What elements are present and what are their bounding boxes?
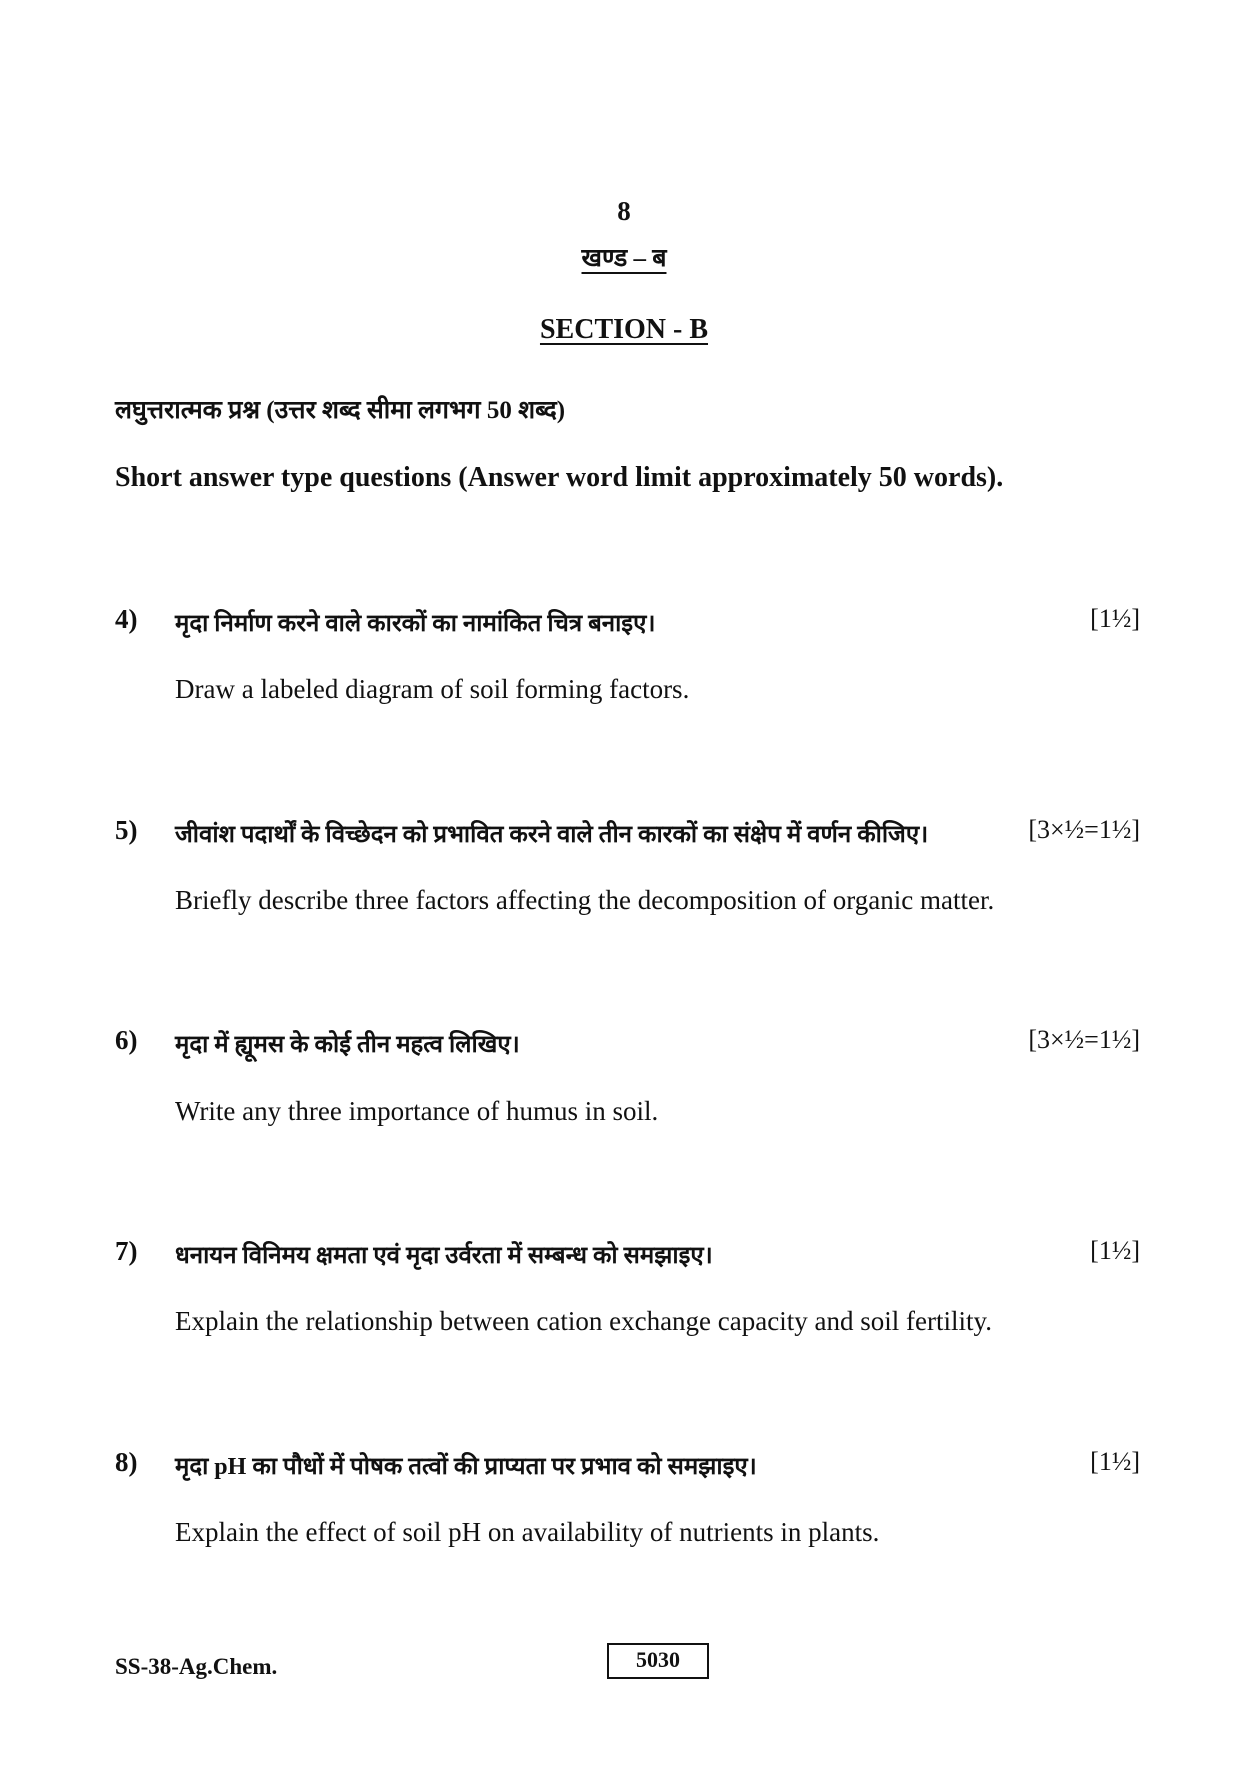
section-heading-english	[0, 314, 1248, 346]
section-heading-hindi	[0, 240, 1248, 274]
question-number: 8)	[115, 1447, 138, 1477]
question-number: 5)	[115, 815, 138, 845]
page-number: 8	[617, 196, 631, 226]
instruction-english: Short answer type questions (Answer word limit approximately 50 words).	[115, 462, 1004, 493]
question-text-hindi: मृदा pH का पौधों में पोषक तत्वों की प्राप्यता पर प्रभाव को समझाइए।	[175, 1454, 757, 1480]
question-number: 6)	[115, 1025, 138, 1055]
question-text-hindi: जीवांश पदार्थों के विच्छेदन को प्रभावित करने वाले तीन कारकों का संक्षेप में वर्णन कीजिए।	[175, 822, 929, 848]
question-text-english: Draw a labeled diagram of soil forming factors.	[175, 674, 690, 704]
paper-code: SS-38-Ag.Chem.	[115, 1654, 278, 1679]
question-text-english: Explain the relationship between cation exchange capacity and soil fertility.	[175, 1306, 992, 1336]
section-heading-hindi-text: खण्ड – ब	[581, 245, 667, 272]
question-text-english: Briefly describe three factors affecting the decomposition of organic matter.	[175, 885, 995, 915]
question-text-hindi: मृदा निर्माण करने वाले कारकों का नामांकित चित्र बनाइए।	[175, 611, 656, 637]
question-marks: [3×½=1½]	[1028, 815, 1140, 844]
page-code-box: 5030	[607, 1643, 709, 1679]
question-marks: [1½]	[1090, 1447, 1140, 1476]
question-text-hindi: मृदा में ह्यूमस के कोई तीन महत्व लिखिए।	[175, 1032, 520, 1058]
question-text-english: Write any three importance of humus in soil.	[175, 1096, 659, 1126]
instruction-hindi: लघुत्तरात्मक प्रश्न (उत्तर शब्द सीमा लगभग 50 शब्द)	[115, 397, 566, 424]
question-marks: [3×½=1½]	[1028, 1025, 1140, 1054]
question-text-english: Explain the effect of soil pH on availability of nutrients in plants.	[175, 1517, 880, 1547]
question-text-hindi: धनायन विनिमय क्षमता एवं मृदा उर्वरता में सम्बन्ध को समझाइए।	[175, 1243, 713, 1269]
question-number: 4)	[115, 604, 138, 634]
question-marks: [1½]	[1090, 1236, 1140, 1265]
section-heading-english-text: SECTION - B	[539, 314, 709, 345]
question-number: 7)	[115, 1236, 138, 1266]
question-marks: [1½]	[1090, 604, 1140, 633]
